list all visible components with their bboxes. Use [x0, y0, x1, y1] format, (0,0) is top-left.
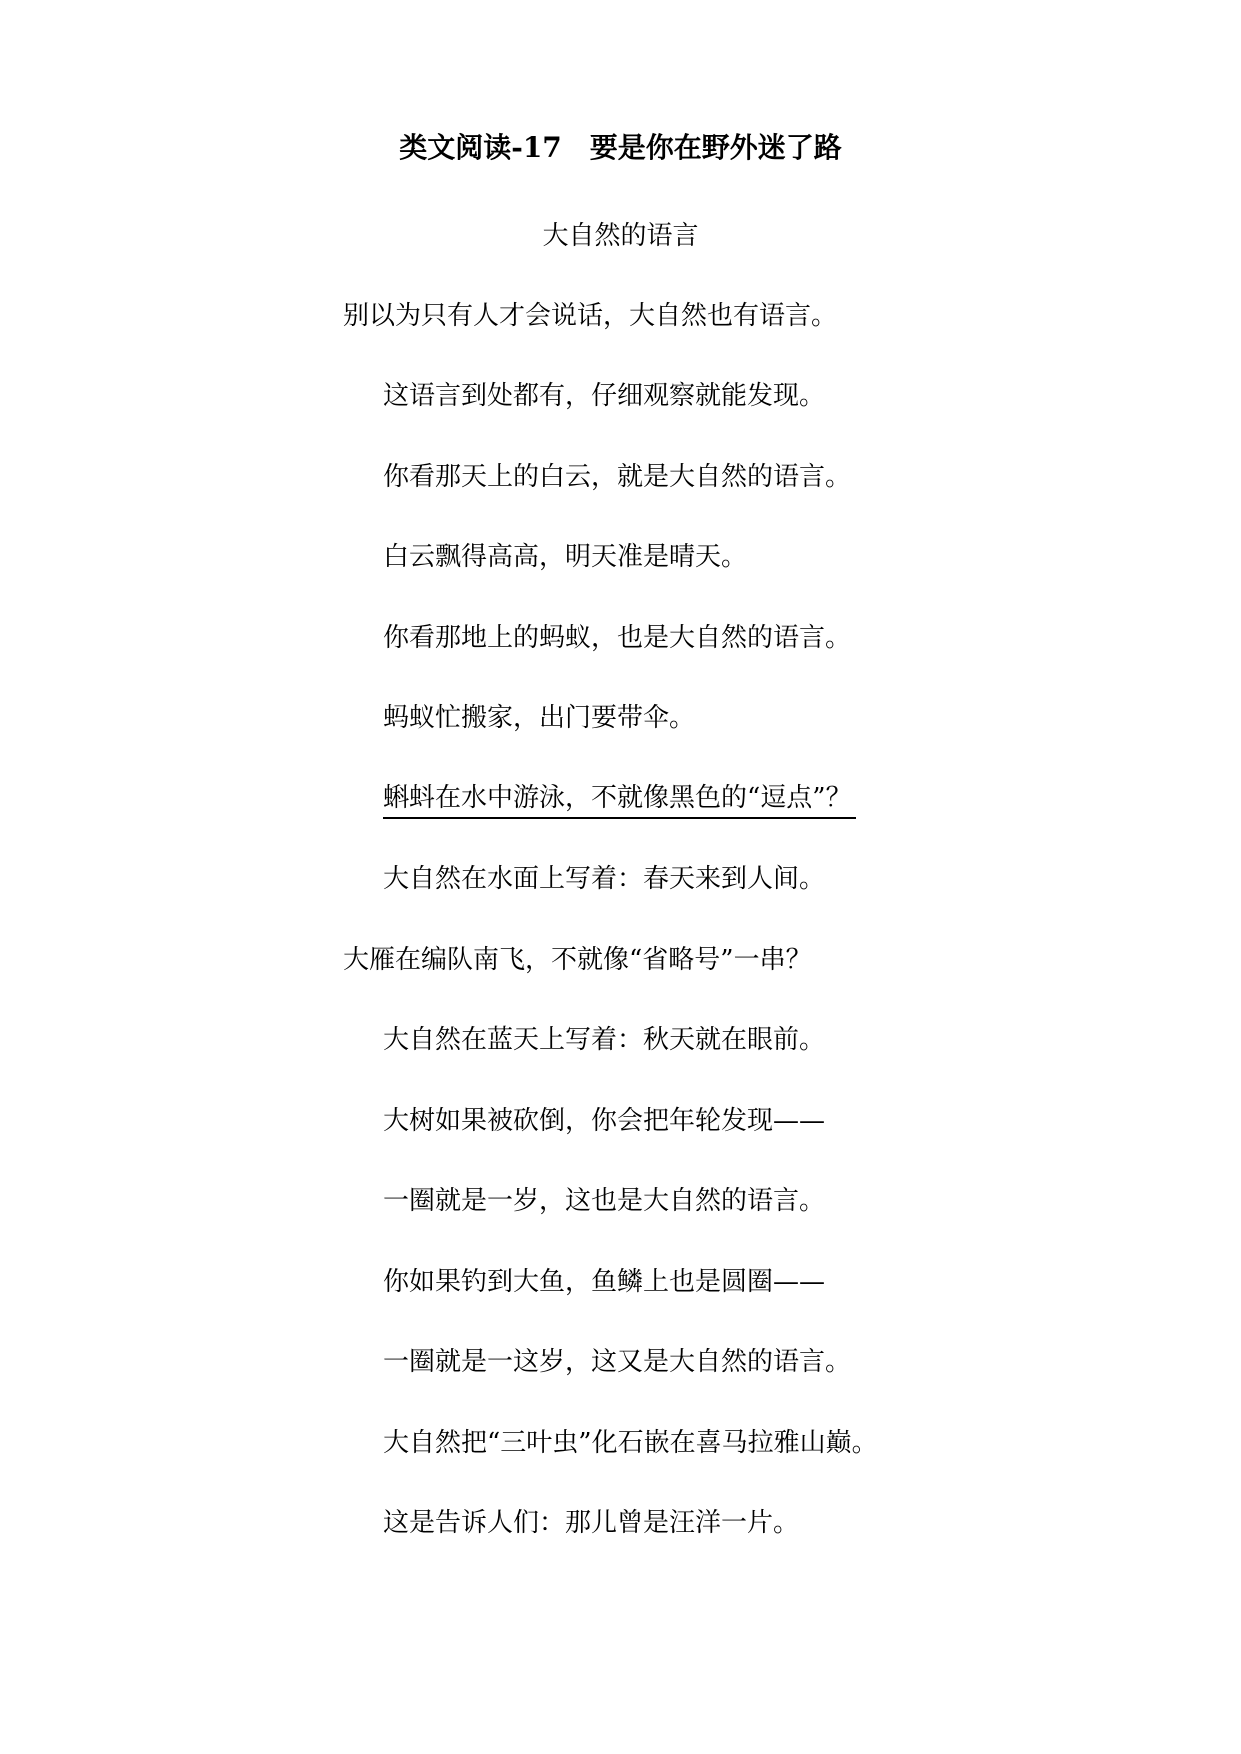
poem-title: 大自然的语言 — [542, 221, 699, 251]
poem-line: 大自然在蓝天上写着：秋天就在眼前。 — [383, 1025, 826, 1055]
poem-line: 这语言到处都有，仔细观察就能发现。 — [383, 381, 826, 411]
document-title: 类文阅读-17 要是你在野外迷了路 — [399, 131, 842, 164]
poem-line: 别以为只有人才会说话，大自然也有语言。 — [343, 301, 838, 331]
poem-line: 大树如果被砍倒，你会把年轮发现—— — [383, 1106, 826, 1136]
poem-line: 一圈就是一这岁，这又是大自然的语言。 — [383, 1347, 852, 1377]
poem-line: 蚂蚁忙搬家，出门要带伞。 — [383, 703, 696, 733]
poem-line: 这是告诉人们：那儿曾是汪洋一片。 — [383, 1508, 800, 1538]
poem-line: 大雁在编队南飞，不就像“省略号”一串？ — [343, 945, 812, 975]
poem-line: 大自然把“三叶虫”化石嵌在喜马拉雅山巅。 — [383, 1428, 878, 1458]
poem-line: 你如果钓到大鱼，鱼鳞上也是圆圈—— — [383, 1267, 826, 1297]
poem-line: 你看那天上的白云，就是大自然的语言。 — [383, 462, 852, 492]
poem-line: 白云飘得高高，明天准是晴天。 — [383, 542, 748, 572]
poem-line: 大自然在水面上写着：春天来到人间。 — [383, 864, 826, 894]
poem-line: 一圈就是一岁，这也是大自然的语言。 — [383, 1186, 826, 1216]
poem-line: 你看那地上的蚂蚁，也是大自然的语言。 — [383, 623, 852, 653]
poem-line-underlined: 蝌蚪在水中游泳，不就像黑色的“逗点”？ — [383, 779, 856, 819]
